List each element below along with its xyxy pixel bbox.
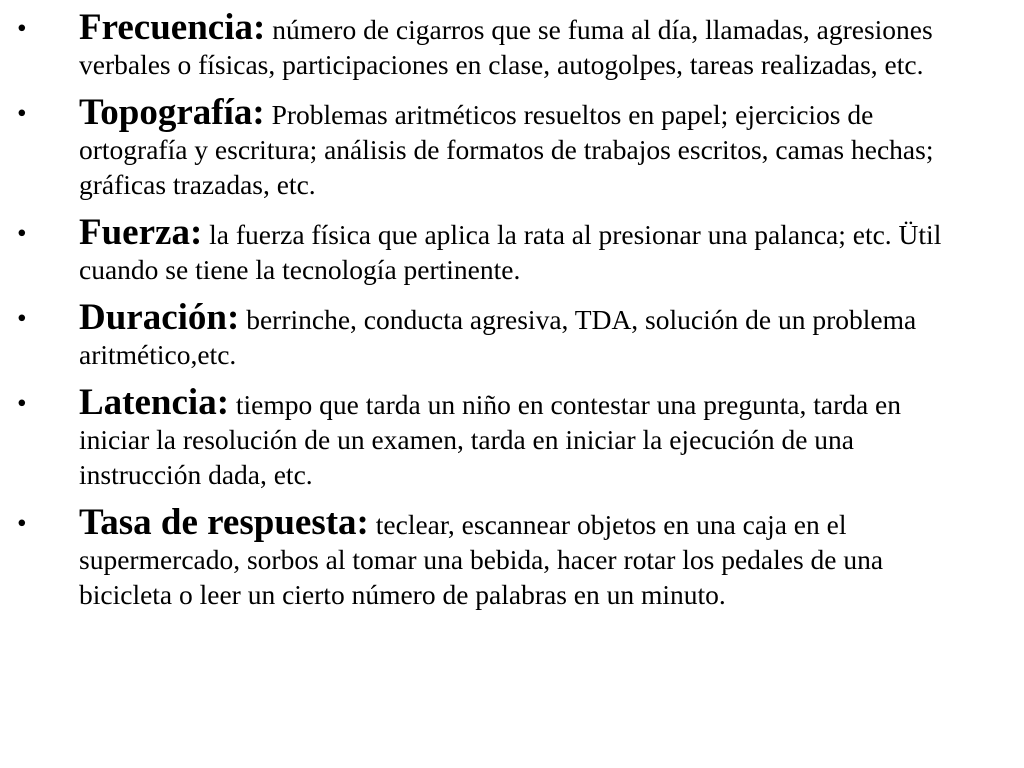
term-label: Latencia:: [79, 382, 230, 423]
bullet-icon: •: [17, 97, 27, 128]
term-description: berrinche, conducta agresiva, TDA, solución de un problema aritmético,etc.: [79, 304, 917, 370]
bullet-icon: •: [17, 302, 27, 333]
bullet-item-topografia: [0, 92, 1024, 202]
bullet-item-fuerza: [0, 212, 1024, 287]
bullet-list: [0, 7, 1024, 625]
bullet-icon: •: [17, 217, 27, 248]
term-description: tiempo que tarda un niño en contestar una pregunta, tarda en iniciar la resolución de un examen, tarda en iniciar la ejecución de una instrucción dada, etc.: [79, 389, 902, 490]
term-description: teclear, escannear objetos en una caja en el supermercado, sorbos al tomar una bebida, hacer rotar los pedales de una bicicleta o leer un cierto número de palabras en un minuto.: [79, 509, 884, 610]
term-label: Frecuencia:: [79, 7, 266, 48]
term-label: Fuerza:: [79, 212, 203, 253]
bullet-item-duracion: [0, 297, 1024, 372]
term-description: Problemas aritméticos resueltos en papel; ejercicios de ortografía y escritura; análisis de formatos de trabajos escritos, camas hechas; gráficas trazadas, etc.: [79, 99, 934, 200]
term-label: Tasa de respuesta:: [79, 502, 369, 543]
term-label: Duración:: [79, 297, 240, 338]
bullet-icon: •: [17, 507, 27, 538]
bullet-item-tasa-de-respuesta: [0, 502, 1024, 612]
term-description: número de cigarros que se fuma al día, llamadas, agresiones verbales o físicas, participaciones en clase, autogolpes, tareas realizadas, etc.: [79, 14, 933, 80]
term-label: Topografía:: [79, 92, 265, 133]
bullet-item-frecuencia: [0, 7, 1024, 82]
term-description: la fuerza física que aplica la rata al presionar una palanca; etc. Ütil cuando se tiene la tecnología pertinente.: [79, 219, 942, 285]
bullet-item-latencia: [0, 382, 1024, 492]
bullet-icon: •: [17, 12, 27, 43]
bullet-icon: •: [17, 387, 27, 418]
